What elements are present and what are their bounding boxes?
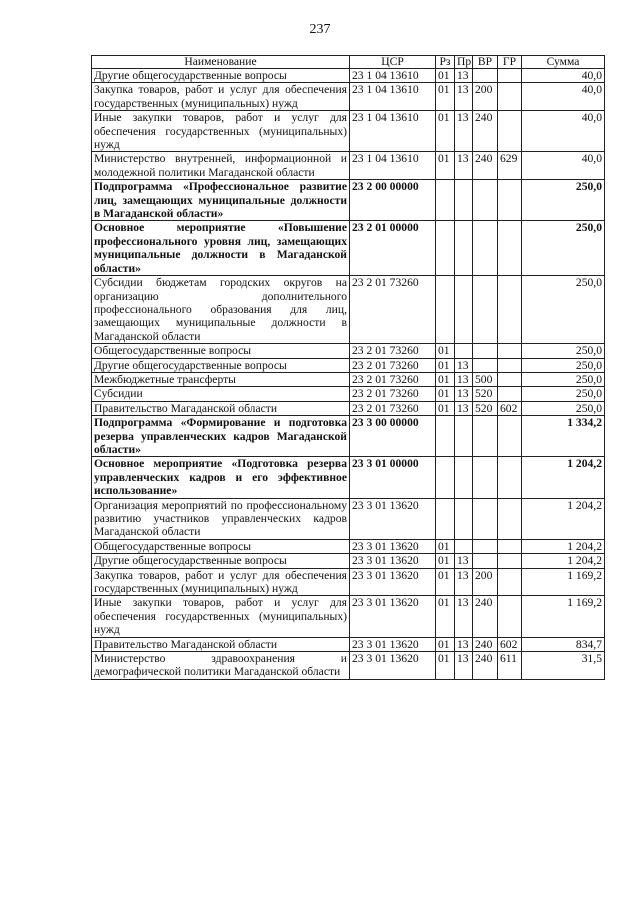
row-pr: 13 [455, 387, 473, 401]
row-sum: 250,0 [522, 276, 605, 344]
row-gr [498, 69, 522, 83]
row-name: Закупка товаров, работ и услуг для обеспечения государственных (муниципальных) нужд [92, 83, 350, 111]
table-row [92, 83, 605, 111]
row-rz [436, 221, 455, 276]
row-vr [473, 416, 498, 457]
header-rz: Рз [436, 56, 455, 69]
row-gr [498, 221, 522, 276]
row-vr: 240 [473, 652, 498, 680]
row-rz: 01 [436, 596, 455, 637]
budget-table [91, 55, 605, 680]
row-pr: 13 [455, 596, 473, 637]
row-gr [498, 344, 522, 358]
row-vr: 200 [473, 83, 498, 111]
row-rz: 01 [436, 111, 455, 152]
row-sum: 40,0 [522, 152, 605, 180]
row-csr: 23 2 01 00000 [350, 221, 436, 276]
row-sum: 1 334,2 [522, 416, 605, 457]
table-row [92, 498, 605, 539]
row-name: Субсидии [92, 387, 350, 401]
row-rz: 01 [436, 358, 455, 372]
row-name: Иные закупки товаров, работ и услуг для обеспечения государственных (муниципальных) нужд [92, 596, 350, 637]
row-sum: 40,0 [522, 83, 605, 111]
table-row [92, 387, 605, 401]
row-csr: 23 2 01 73260 [350, 344, 436, 358]
table-row [92, 276, 605, 344]
row-rz: 01 [436, 568, 455, 596]
row-csr: 23 1 04 13610 [350, 152, 436, 180]
row-gr [498, 387, 522, 401]
row-gr [498, 554, 522, 568]
row-csr: 23 1 04 13610 [350, 111, 436, 152]
row-pr [455, 457, 473, 498]
table-row [92, 554, 605, 568]
row-sum: 1 204,2 [522, 457, 605, 498]
row-name: Межбюджетные трансферты [92, 372, 350, 386]
row-pr [455, 221, 473, 276]
table-row [92, 111, 605, 152]
row-vr: 240 [473, 152, 498, 180]
row-sum: 40,0 [522, 111, 605, 152]
row-rz: 01 [436, 652, 455, 680]
row-pr: 13 [455, 401, 473, 415]
row-sum: 1 169,2 [522, 596, 605, 637]
row-sum: 1 204,2 [522, 554, 605, 568]
header-csr: ЦСР [350, 56, 436, 69]
table-row [92, 344, 605, 358]
row-name: Общегосударственные вопросы [92, 344, 350, 358]
row-gr [498, 180, 522, 221]
row-pr: 13 [455, 637, 473, 651]
row-csr: 23 3 01 13620 [350, 652, 436, 680]
row-rz: 01 [436, 152, 455, 180]
row-csr: 23 3 01 13620 [350, 596, 436, 637]
row-rz: 01 [436, 372, 455, 386]
row-csr: 23 3 00 00000 [350, 416, 436, 457]
table-row [92, 652, 605, 680]
row-rz: 01 [436, 401, 455, 415]
row-sum: 250,0 [522, 221, 605, 276]
table-row [92, 416, 605, 457]
row-sum: 31,5 [522, 652, 605, 680]
row-name: Организация мероприятий по профессиональному развитию участников управленческих кадров Магаданской области [92, 498, 350, 539]
row-rz [436, 180, 455, 221]
table-row [92, 568, 605, 596]
header-sum: Сумма [522, 56, 605, 69]
row-vr [473, 498, 498, 539]
table-row [92, 180, 605, 221]
table-row [92, 69, 605, 83]
header-pr: Пр [455, 56, 473, 69]
row-vr [473, 276, 498, 344]
table-row [92, 372, 605, 386]
row-sum: 1 204,2 [522, 539, 605, 553]
table-body [92, 69, 605, 680]
table-row [92, 457, 605, 498]
row-name: Основное мероприятие «Повышение профессионального уровня лиц, замещающих муниципальные должности в Магаданской области» [92, 221, 350, 276]
row-name: Субсидии бюджетам городских округов на организацию дополнительного профессионального образования для лиц, замещающих муниципальные должности в Магаданской области [92, 276, 350, 344]
row-vr: 240 [473, 637, 498, 651]
row-pr: 13 [455, 358, 473, 372]
row-pr: 13 [455, 372, 473, 386]
row-vr [473, 69, 498, 83]
row-rz: 01 [436, 637, 455, 651]
row-sum: 250,0 [522, 358, 605, 372]
row-pr: 13 [455, 568, 473, 596]
row-sum: 250,0 [522, 372, 605, 386]
row-csr: 23 3 01 13620 [350, 554, 436, 568]
row-vr: 520 [473, 387, 498, 401]
row-gr [498, 539, 522, 553]
header-gr: ГР [498, 56, 522, 69]
table-row [92, 358, 605, 372]
row-vr: 200 [473, 568, 498, 596]
row-csr: 23 1 04 13610 [350, 69, 436, 83]
row-pr: 13 [455, 83, 473, 111]
row-name: Иные закупки товаров, работ и услуг для обеспечения государственных (муниципальных) нужд [92, 111, 350, 152]
row-rz: 01 [436, 387, 455, 401]
table-row [92, 221, 605, 276]
row-gr [498, 498, 522, 539]
row-gr [498, 457, 522, 498]
row-csr: 23 2 01 73260 [350, 276, 436, 344]
row-rz [436, 457, 455, 498]
row-name: Министерство здравоохранения и демографической политики Магаданской области [92, 652, 350, 680]
table-header-row [92, 56, 605, 69]
row-csr: 23 2 01 73260 [350, 372, 436, 386]
row-gr [498, 596, 522, 637]
header-name: Наименование [92, 56, 350, 69]
table-row [92, 539, 605, 553]
row-gr: 629 [498, 152, 522, 180]
row-gr: 602 [498, 401, 522, 415]
row-sum: 40,0 [522, 69, 605, 83]
row-rz [436, 498, 455, 539]
row-gr [498, 111, 522, 152]
row-vr: 240 [473, 111, 498, 152]
row-vr [473, 180, 498, 221]
row-csr: 23 3 01 13620 [350, 637, 436, 651]
row-sum: 250,0 [522, 387, 605, 401]
row-name: Подпрограмма «Профессиональное развитие лиц, замещающих муниципальные должности в Магаданской области» [92, 180, 350, 221]
table-row [92, 637, 605, 651]
row-name: Закупка товаров, работ и услуг для обеспечения государственных (муниципальных) нужд [92, 568, 350, 596]
row-csr: 23 2 01 73260 [350, 387, 436, 401]
row-pr [455, 344, 473, 358]
row-pr: 13 [455, 152, 473, 180]
row-pr: 13 [455, 652, 473, 680]
row-name: Министерство внутренней, информационной и молодежной политики Магаданской области [92, 152, 350, 180]
row-sum: 834,7 [522, 637, 605, 651]
row-gr [498, 358, 522, 372]
row-csr: 23 1 04 13610 [350, 83, 436, 111]
row-vr [473, 344, 498, 358]
row-sum: 1 169,2 [522, 568, 605, 596]
row-csr: 23 2 00 00000 [350, 180, 436, 221]
row-rz: 01 [436, 344, 455, 358]
row-vr: 500 [473, 372, 498, 386]
row-rz: 01 [436, 69, 455, 83]
row-pr: 13 [455, 69, 473, 83]
row-gr [498, 568, 522, 596]
row-gr [498, 372, 522, 386]
row-vr: 520 [473, 401, 498, 415]
row-rz: 01 [436, 539, 455, 553]
row-pr [455, 498, 473, 539]
row-rz [436, 276, 455, 344]
row-vr [473, 457, 498, 498]
row-pr [455, 180, 473, 221]
row-pr: 13 [455, 111, 473, 152]
row-sum: 1 204,2 [522, 498, 605, 539]
row-name: Правительство Магаданской области [92, 637, 350, 651]
row-csr: 23 3 01 13620 [350, 568, 436, 596]
row-gr: 611 [498, 652, 522, 680]
row-rz: 01 [436, 554, 455, 568]
row-name: Другие общегосударственные вопросы [92, 554, 350, 568]
table-row [92, 401, 605, 415]
row-vr [473, 221, 498, 276]
row-name: Общегосударственные вопросы [92, 539, 350, 553]
row-pr: 13 [455, 554, 473, 568]
row-sum: 250,0 [522, 180, 605, 221]
row-gr: 602 [498, 637, 522, 651]
row-sum: 250,0 [522, 401, 605, 415]
row-csr: 23 3 01 13620 [350, 498, 436, 539]
row-csr: 23 3 01 13620 [350, 539, 436, 553]
row-gr [498, 416, 522, 457]
row-name: Правительство Магаданской области [92, 401, 350, 415]
row-vr: 240 [473, 596, 498, 637]
table-row [92, 152, 605, 180]
row-vr [473, 358, 498, 372]
header-vr: ВР [473, 56, 498, 69]
row-rz [436, 416, 455, 457]
row-name: Подпрограмма «Формирование и подготовка резерва управленческих кадров Магаданской области» [92, 416, 350, 457]
page-number: 237 [309, 22, 331, 37]
row-pr [455, 539, 473, 553]
row-csr: 23 2 01 73260 [350, 358, 436, 372]
row-sum: 250,0 [522, 344, 605, 358]
row-name: Основное мероприятие «Подготовка резерва управленческих кадров и его эффективное использование» [92, 457, 350, 498]
row-csr: 23 2 01 73260 [350, 401, 436, 415]
row-pr [455, 276, 473, 344]
row-name: Другие общегосударственные вопросы [92, 69, 350, 83]
row-gr [498, 276, 522, 344]
row-rz: 01 [436, 83, 455, 111]
table-row [92, 596, 605, 637]
row-pr [455, 416, 473, 457]
row-vr [473, 539, 498, 553]
row-csr: 23 3 01 00000 [350, 457, 436, 498]
row-name: Другие общегосударственные вопросы [92, 358, 350, 372]
row-vr [473, 554, 498, 568]
row-gr [498, 83, 522, 111]
